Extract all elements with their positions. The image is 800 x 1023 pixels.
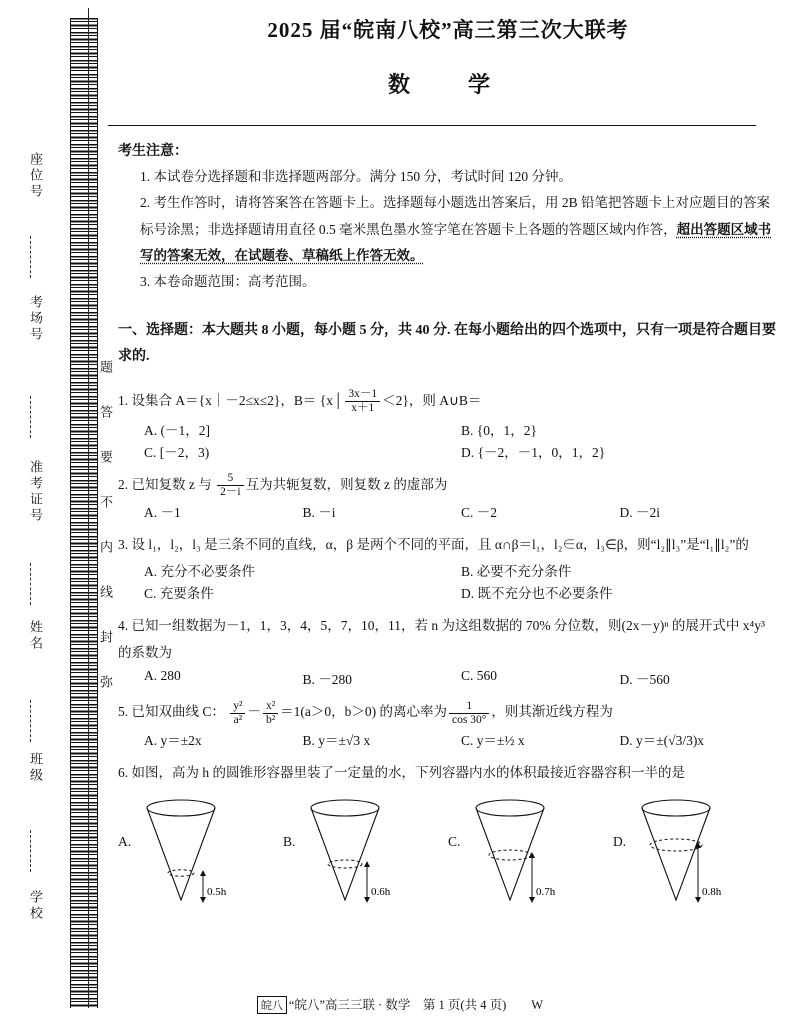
dashed-separator-2	[30, 396, 31, 438]
question-3-option-d[interactable]: D. 既不充分也不必要条件	[461, 586, 613, 602]
question-5-frac2-den: b²	[265, 713, 276, 726]
question-2-option-c[interactable]: C. －2	[461, 505, 498, 521]
cone-label-b: B.	[283, 834, 296, 849]
question-5-frac1-num: y²	[230, 700, 245, 714]
question-1-options	[118, 419, 778, 439]
cone-svg-c	[462, 796, 582, 916]
question-2-options	[118, 501, 778, 521]
cone-value-d: 0.8h	[702, 886, 722, 898]
section-one-heading	[118, 318, 778, 371]
notice-title: 考生注意：	[118, 144, 188, 159]
question-2	[118, 471, 778, 500]
cone-svg-d	[628, 796, 748, 916]
dashed-separator-1	[30, 236, 31, 278]
section-one-label: 一、选择题：	[118, 322, 202, 338]
question-1-fraction	[345, 388, 380, 415]
question-5-num: 5.	[118, 704, 129, 720]
question-5-stem-post: ＝1(a＞0，b＞0) 的离心率为	[280, 704, 448, 720]
question-5-stem-tail: ，则其渐近线方程为	[491, 704, 613, 720]
question-1-option-b[interactable]: B. {0，1，2}	[461, 422, 537, 438]
cone-svg-a	[133, 796, 253, 916]
cone-svg-b	[297, 796, 417, 916]
question-4-option-d[interactable]: D. －560	[619, 672, 670, 688]
cone-label-a: A.	[118, 834, 132, 849]
question-6	[118, 759, 778, 786]
question-5-stem-pre: 已知双曲线 C：	[131, 704, 225, 720]
question-1-option-d[interactable]: D. {－2，－1，0，1，2}	[461, 444, 606, 460]
question-2-frac-den: 2－i	[220, 486, 241, 499]
question-2-option-a[interactable]: A. －1	[144, 505, 181, 521]
cone-figure-b	[283, 796, 448, 916]
question-5-option-a[interactable]: A. y＝±2x	[144, 733, 202, 748]
field-label-room-number: 考场号	[28, 295, 43, 343]
question-1-option-a[interactable]: A. (－1，2]	[144, 422, 210, 438]
cone-figure-a	[118, 796, 283, 916]
question-3-option-a[interactable]: A. 充分不必要条件	[144, 564, 255, 580]
field-label-seat-number: 座位号	[28, 152, 43, 200]
seal-word-0: 题	[98, 360, 113, 375]
question-2-option-b[interactable]: B. －i	[302, 505, 336, 521]
question-4-options	[118, 668, 778, 688]
question-5-frac3-den: cos 30°	[452, 713, 487, 726]
question-1	[118, 381, 778, 417]
question-4-option-a[interactable]: A. 280	[144, 668, 181, 684]
seal-word-6: 封	[98, 630, 113, 645]
page-title: 2025 届“皖南八校”高三第三次大联考	[267, 18, 629, 42]
seal-word-7: 弥	[98, 675, 113, 690]
question-1-num: 1.	[118, 392, 129, 408]
question-5-option-b[interactable]: B. y＝±√3 x	[302, 733, 371, 748]
question-3-option-c[interactable]: C. 充要条件	[144, 586, 214, 602]
margin-divider-line	[88, 8, 89, 1008]
notice-item-3: 3. 本卷命题范围：高考范围。	[140, 274, 316, 290]
question-2-frac-num: 5	[217, 472, 243, 486]
cone-value-a: 0.5h	[207, 886, 227, 898]
question-1-option-c[interactable]: C. [－2，3)	[144, 444, 210, 460]
barcode-icon	[70, 18, 98, 1008]
cone-figure-d	[613, 796, 778, 916]
field-label-school: 学校	[28, 890, 43, 922]
question-3-options-2	[118, 582, 778, 602]
question-3-options	[118, 560, 778, 580]
cone-label-d: D.	[613, 834, 627, 849]
question-4-stem: 已知一组数据为－1，1，3，4，5，7，10，11，若 n 为这组数据的 70% 分位数，则(2x－y)ⁿ 的展开式中 x⁴y³ 的系数为	[118, 618, 765, 661]
question-5-option-d[interactable]: D. y＝±(√3/3)x	[619, 733, 705, 748]
question-1-stem-pre: 设集合 A＝{x｜－2≤x≤2}，B＝	[131, 392, 317, 408]
question-5-fraction-3	[449, 700, 489, 727]
notice-item-2	[118, 190, 778, 269]
question-6-figures	[118, 796, 778, 916]
seal-word-4: 内	[98, 540, 113, 555]
question-2-option-d[interactable]: D. －2i	[619, 505, 660, 521]
question-3-option-b[interactable]: B. 必要不充分条件	[461, 564, 572, 580]
question-5-frac2-num: x²	[263, 700, 278, 714]
question-3	[118, 531, 778, 558]
question-4	[118, 612, 778, 666]
question-1-set-builder: {x | $\frac{3x-1}{x+1}$ ＜2}	[319, 387, 409, 415]
notice-block	[118, 164, 778, 296]
question-5: 5. 已知双曲线 C： $\frac{\text{y²}}{\text{a²}}$ － $\frac{\text{x²}}{\text{b²}}$ ＝1(a＞0，b＞0) 的离心率为 $\frac{1}{\cos 30^\circ}$ ，则其渐近线方程为	[118, 699, 613, 726]
question-2-num: 2.	[118, 476, 129, 492]
question-1-frac-num: 3x－1	[345, 388, 380, 402]
question-6-stem: 如图，高为 h 的圆锥形容器里装了一定量的水，下列容器内水的体积最接近容器容积一半的是	[131, 765, 685, 780]
dashed-separator-4	[30, 700, 31, 742]
question-5-fraction-1	[230, 700, 245, 727]
seal-word-2: 要	[98, 450, 113, 465]
question-5-options	[118, 729, 778, 749]
cone-label-c: C.	[448, 834, 461, 849]
section-one-desc: 本大题共 8 小题，每小题 5 分，共 40 分. 在每小题给出的四个选项中，只有一项是符合题目要求的.	[118, 322, 776, 365]
header-rule	[108, 125, 756, 126]
cone-figure-c	[448, 796, 613, 916]
question-5-option-c[interactable]: C. y＝±½ x	[461, 733, 525, 748]
seal-word-1: 答	[98, 405, 113, 420]
cone-value-b: 0.6h	[371, 886, 391, 898]
question-3-stem: 设 l₁，l₂，l₃ 是三条不同的直线，α，β 是两个不同的平面，且 α∩β＝l₁，l₂∈α，l₃∈β，则“l₂∥l₃”是“l₁∥l₂”的	[131, 537, 749, 553]
exam-content	[118, 0, 778, 916]
question-1-options-2	[118, 441, 778, 461]
question-1-frac-den: x＋1	[351, 402, 375, 415]
question-4-num: 4.	[118, 618, 129, 634]
question-5-frac1-den: a²	[233, 713, 243, 726]
field-label-exam-id: 准考证号	[28, 460, 43, 524]
cone-value-c: 0.7h	[536, 886, 556, 898]
footer-text: “皖八”高三三联 · 数学 第 1 页(共 4 页) W	[288, 998, 544, 1012]
dashed-separator-3	[30, 563, 31, 605]
seal-words-column	[96, 330, 114, 690]
question-2-fraction	[217, 472, 243, 499]
seal-word-5: 线	[98, 585, 113, 600]
notice-item-1: 1. 本试卷分选择题和非选择题两部分。满分 150 分，考试时间 120 分钟。	[140, 169, 572, 184]
notice-item-2-bold: 超出答题区域书写的答案无效，在试题卷、草稿纸上作答无效。	[140, 221, 772, 263]
subject-title: 数 学	[387, 72, 508, 97]
seal-word-3: 不	[98, 495, 113, 510]
field-label-name: 姓名	[28, 620, 43, 652]
field-label-class: 班级	[28, 752, 43, 784]
question-6-num: 6.	[118, 765, 129, 780]
question-5-frac3-num: 1	[449, 700, 489, 714]
question-4-option-b[interactable]: B. －280	[302, 672, 353, 688]
page-footer	[0, 995, 800, 1014]
question-5-fraction-2	[263, 700, 278, 727]
notice-item-2-text: 2. 考生作答时，请将答案答在答题卡上。选择题每小题选出答案后，用 2B 铅笔把答题卡上对应题目的答案标号涂黑；非选择题请用直径 0.5 毫米黑色墨水签字笔在答题卡上各题的答题区域内作答，	[140, 195, 771, 237]
question-2-stem-post: 互为共轭复数，则复数 z 的虚部为	[245, 476, 448, 492]
question-4-option-c[interactable]: C. 560	[461, 668, 498, 684]
footer-logo: 皖八	[257, 996, 287, 1014]
dashed-separator-5	[30, 830, 31, 872]
question-1-stem-post: ，则 A∪B＝	[408, 392, 482, 408]
question-2-stem-pre: 已知复数 z 与	[131, 476, 212, 492]
question-3-num: 3.	[118, 537, 129, 553]
